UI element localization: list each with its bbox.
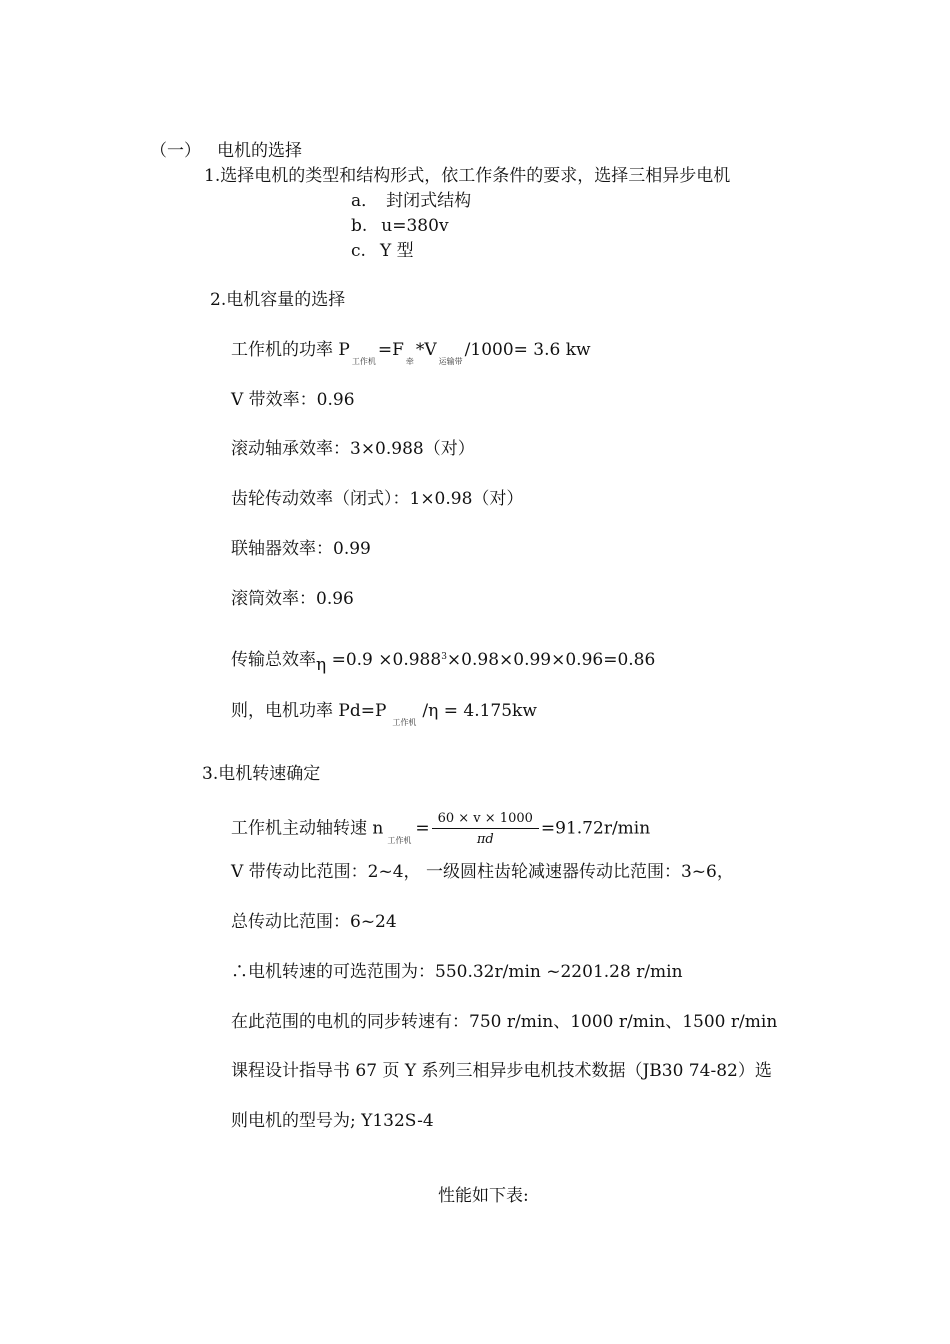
efficiency-line: 滚筒效率：0.96 xyxy=(231,589,354,609)
list-item xyxy=(351,218,449,235)
efficiency-line: V 带效率：0.96 xyxy=(231,390,355,410)
list-text: Y 型 xyxy=(379,241,414,261)
list-text: u=380v xyxy=(381,216,449,236)
list-item xyxy=(351,243,414,260)
formula-result: /1000= 3.6 kw xyxy=(464,340,591,360)
motor-power-formula xyxy=(231,701,537,727)
eta-symbol: η xyxy=(316,655,327,675)
formula-result: /η = 4.175kw xyxy=(422,701,537,721)
section-heading xyxy=(150,143,302,160)
efficiency-line: 联轴器效率：0.99 xyxy=(231,539,371,559)
list-marker: b. xyxy=(351,216,368,236)
speed-fraction xyxy=(432,812,539,846)
efficiency-line: 滚动轴承效率：3×0.988（对） xyxy=(231,439,475,459)
power-formula xyxy=(231,340,591,366)
text-line: V 带传动比范围：2~4， 一级圆柱齿轮减速器传动比范围：3~6， xyxy=(231,862,734,882)
subscript: 运输带 xyxy=(438,357,463,366)
table-caption: 性能如下表: xyxy=(438,1186,529,1206)
speed-formula xyxy=(231,812,650,846)
list-marker: a． xyxy=(351,191,379,211)
list-text: 封闭式结构 xyxy=(386,191,472,211)
formula-part: =F xyxy=(377,340,404,360)
section-number: （一） xyxy=(150,141,201,161)
formula-result: =91.72r/min xyxy=(540,818,651,839)
subscript: 牵 xyxy=(405,357,414,366)
subscript: 工作机 xyxy=(392,718,417,727)
formula-part: = xyxy=(415,818,430,839)
total-efficiency xyxy=(231,650,656,675)
list-marker: c. xyxy=(351,241,366,261)
formula-part: *V xyxy=(415,340,437,360)
subscript: 工作机 xyxy=(351,357,376,366)
text-line: 则电机的型号为; Y132S-4 xyxy=(231,1111,434,1131)
formula-part: =0.9 ×0.988 xyxy=(326,650,442,670)
section-title: 电机的选择 xyxy=(217,141,302,161)
text-line: ∴电机转速的可选范围为：550.32r/min ~2201.28 r/min xyxy=(231,962,683,982)
fraction-denominator: πd xyxy=(476,832,494,847)
text-line: 总传动比范围：6~24 xyxy=(231,912,397,932)
formula-label: 则，电机功率 Pd=P xyxy=(231,701,387,721)
text-line: 课程设计指导书 67 页 Y 系列三相异步电机技术数据（JB30 74-82）选 xyxy=(231,1061,772,1081)
step2-heading: 2.电机容量的选择 xyxy=(210,290,346,310)
formula-label: 传输总效率 xyxy=(231,650,316,670)
fraction-numerator: 60 × v × 1000 xyxy=(432,812,539,829)
formula-label: 工作机的功率 P xyxy=(231,340,350,360)
text-line: 在此范围的电机的同步转速有：750 r/min、1000 r/min、1500 r/min xyxy=(231,1012,778,1032)
efficiency-line: 齿轮传动效率（闭式）：1×0.98（对） xyxy=(231,489,524,509)
subscript: 工作机 xyxy=(387,835,412,845)
exponent: 3 xyxy=(441,652,447,662)
step3-heading: 3.电机转速确定 xyxy=(202,764,321,784)
formula-result: ×0.98×0.99×0.96=0.86 xyxy=(446,650,656,670)
step1-heading: 1.选择电机的类型和结构形式，依工作条件的要求，选择三相异步电机 xyxy=(204,166,731,186)
list-item xyxy=(351,193,471,210)
formula-label: 工作机主动轴转速 n xyxy=(231,818,384,839)
